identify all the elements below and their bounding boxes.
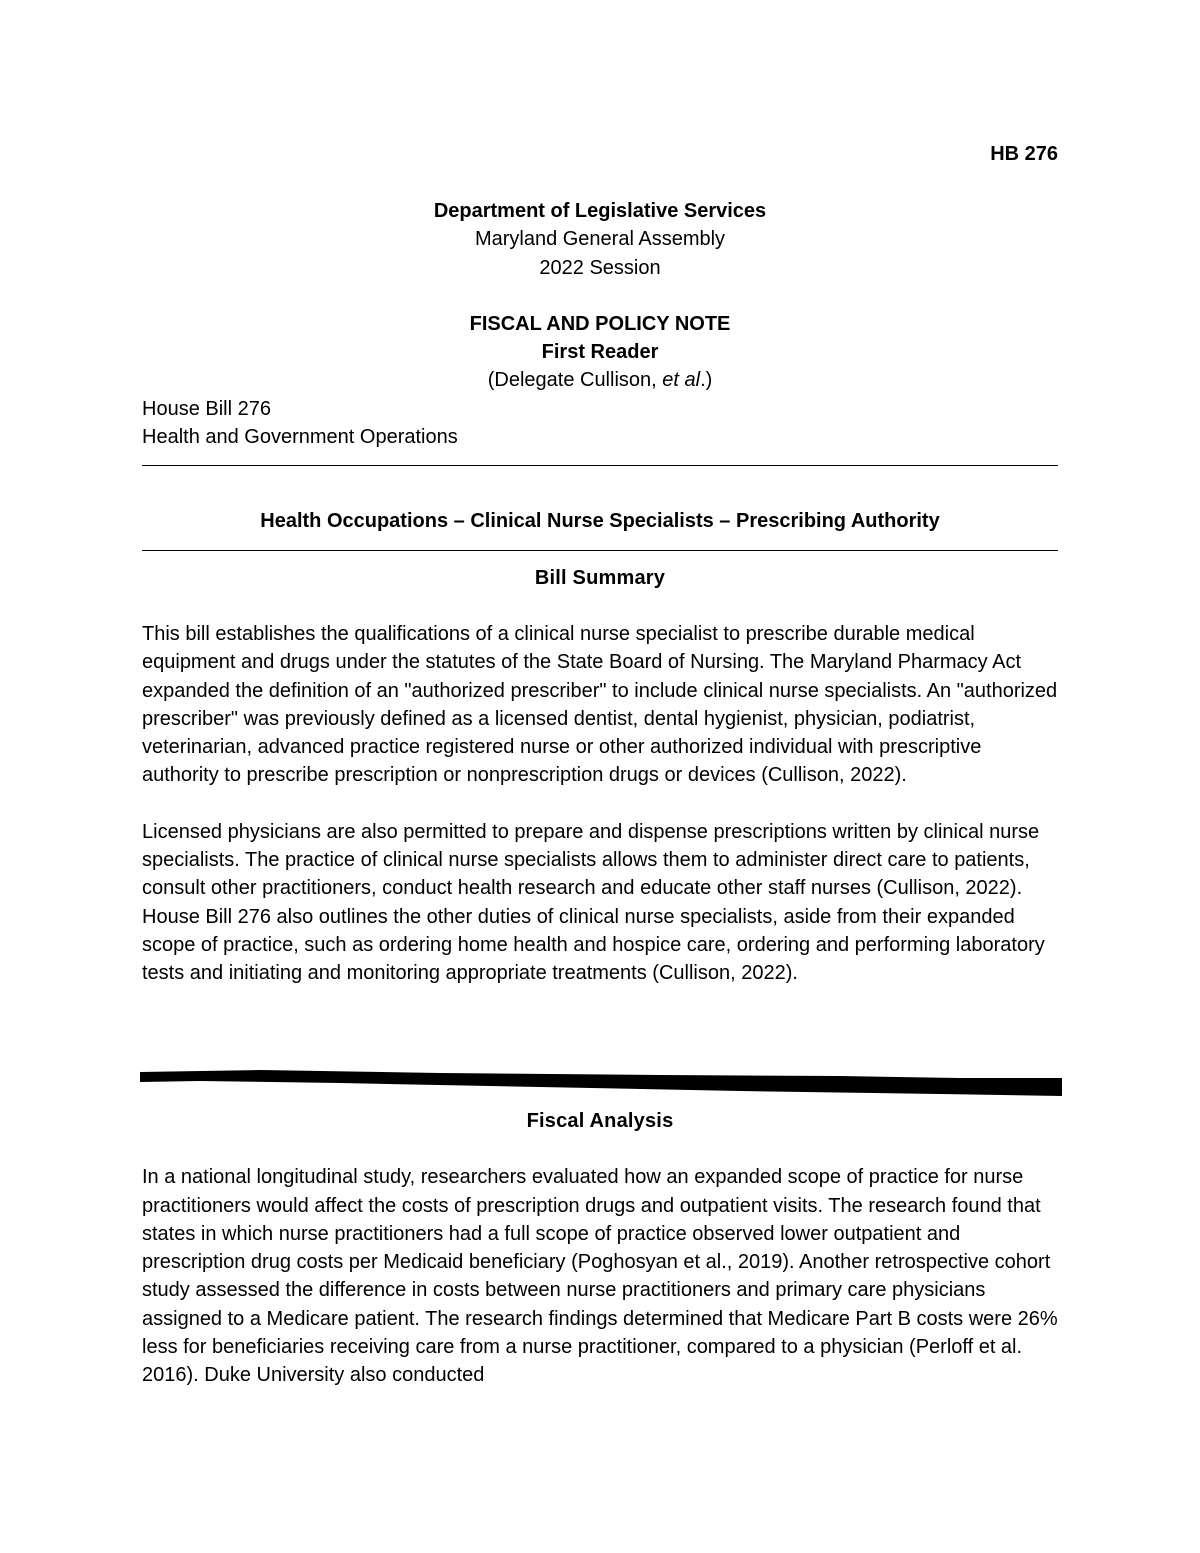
committee-name: Health and Government Operations (142, 426, 458, 449)
note-type: FISCAL AND POLICY NOTE (469, 312, 731, 335)
bill-summary-paragraph-1: This bill establishes the qualifications of a clinical nurse specialist to prescribe durable medical equipment and drugs under the statutes of the State Board of Nursing. The Maryland Pharmacy Act expanded the definition of an "authorized prescriber" to include clinical nurse specialists. An "authorized prescriber" was previously defined as a licensed dentist, dental hygienist, physician, podiatrist, veterinarian, advanced practice registered nurse or other authorized individual with prescriptive authority to prescribe prescription or nonprescription drugs or devices (Cullison, 2022). (142, 622, 1058, 787)
sponsor-etal: et al (662, 369, 701, 392)
bill-number-header: HB 276 (990, 143, 1058, 165)
department-name: Department of Legislative Services (433, 200, 767, 222)
redaction-bar (140, 1070, 1062, 1096)
fiscal-analysis-section (142, 1107, 1058, 1390)
redaction-bar-fill (140, 1070, 1062, 1096)
sponsor-line (142, 366, 1058, 394)
bill-summary-heading: Bill Summary (534, 566, 666, 589)
bill-summary-paragraph-2: Licensed physicians are also permitted to prepare and dispense prescriptions written by clinical nurse specialists. The practice of clinical nurse specialists allows them to administer direct care to patients, consult other practitioners, conduct health research and educate other staff nurses (Cullison, 2022). House Bill 276 also outlines the other duties of clinical nurse specialists, aside from their expanded scope of practice, such as ordering home health and hospice care, ordering and performing laboratory tests and initiating and monitoring appropriate treatments (Cullison, 2022). (142, 820, 1045, 985)
bill-title: Health Occupations – Clinical Nurse Specialists – Prescribing Authority (260, 510, 940, 533)
divider-top (142, 451, 1058, 479)
house-bill-number: House Bill 276 (142, 397, 271, 420)
divider-bottom (142, 536, 1058, 564)
redaction-bar-shape (140, 1070, 1062, 1096)
sponsor-prefix: (Delegate Cullison, (487, 369, 663, 392)
document-content (142, 197, 1058, 988)
reader-label: First Reader (541, 341, 659, 364)
session-year: 2022 Session (539, 256, 661, 279)
assembly-name: Maryland General Assembly (474, 228, 726, 251)
fiscal-analysis-heading: Fiscal Analysis (526, 1110, 674, 1132)
fiscal-analysis-paragraph-1: In a national longitudinal study, researchers evaluated how an expanded scope of practice for nurse practitioners would affect the costs of prescription drugs and outpatient visits. The research found that states in which nurse practitioners had a full scope of practice observed lower outpatient and prescription drug costs per Medicaid beneficiary (Poghosyan et al., 2019). Another retrospective cohort study assessed the difference in costs between nurse practitioners and primary care physicians assigned to a Medicare patient. The research findings determined that Medicare Part B costs were 26% less for beneficiaries receiving care from a nurse practitioner, compared to a physician (Perloff et al. 2016). Duke University also conducted (142, 1166, 1058, 1387)
sponsor-suffix: .) (700, 369, 713, 392)
